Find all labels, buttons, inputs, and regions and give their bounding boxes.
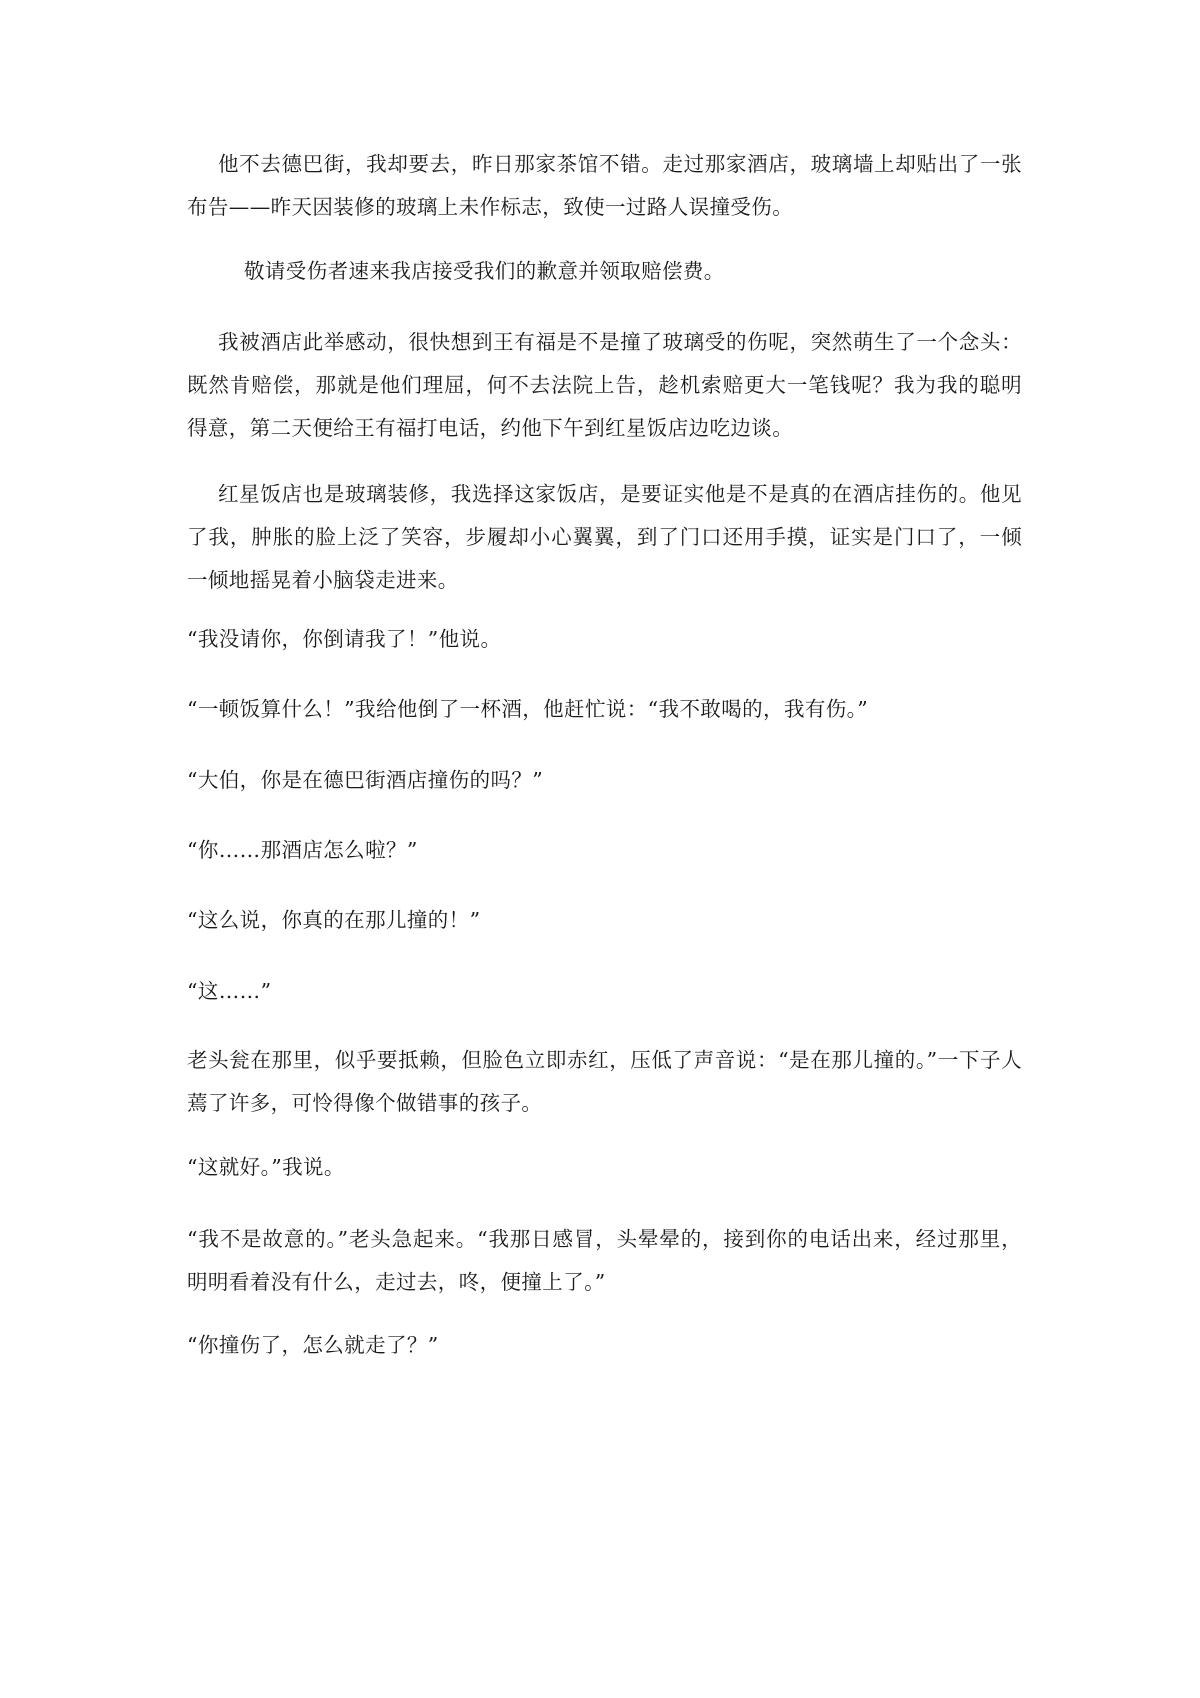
dialogue-line: “大伯，你是在德巴街酒店撞伤的吗？” xyxy=(187,768,544,792)
dialogue-line: “我不是故意的。”老头急起来。“我那日感冒，头晕晕的，接到你的电话出来，经过那里，明明看着没有什么，走过去，咚，便撞上了。” xyxy=(187,1227,1022,1294)
dialogue-line: “这……” xyxy=(187,979,272,1003)
paragraph-notice-text: 敬请受伤者速来我店接受我们的歉意并领取赔偿费。 xyxy=(244,259,725,283)
paragraph-notice-intro: 他不去德巴街，我却要去，昨日那家茶馆不错。走过那家酒店，玻璃墙上却贴出了一张布告——昨天因装修的玻璃上未作标志，致使一过路人误撞受伤。 xyxy=(187,152,1022,219)
paragraph-old-man: 老头瓮在那里，似乎要抵赖，但脸色立即赤红，压低了声音说：“是在那儿撞的。”一下子人蔫了许多，可怜得像个做错事的孩子。 xyxy=(187,1048,1022,1115)
dialogue-line: “这么说，你真的在那儿撞的！” xyxy=(187,908,481,932)
dialogue-line: “你……那酒店怎么啦？” xyxy=(187,838,418,862)
dialogue-line: “这就好。”我说。 xyxy=(187,1155,345,1179)
dialogue-line: “我没请你，你倒请我了！”他说。 xyxy=(187,627,502,651)
paragraph-hongxing: 红星饭店也是玻璃装修，我选择这家饭店，是要证实他是不是真的在酒店挂伤的。他见了我，肿胀的脸上泛了笑容，步履却小心翼翼，到了门口还用手摸，证实是门口了，一倾一倾地摇晃着小脑袋走进来。 xyxy=(187,482,1022,592)
dialogue-line: “你撞伤了，怎么就走了？” xyxy=(187,1333,439,1357)
paragraph-idea: 我被酒店此举感动，很快想到王有福是不是撞了玻璃受的伤呢，突然萌生了一个念头：既然肯赔偿，那就是他们理屈，何不去法院上告，趁机索赔更大一笔钱呢？我为我的聪明得意，第二天便给王有福打电话，约他下午到红星饭店边吃边谈。 xyxy=(187,330,1022,440)
dialogue-line: “一顿饭算什么！”我给他倒了一杯酒，他赶忙说：“我不敢喝的，我有伤。” xyxy=(187,697,869,721)
